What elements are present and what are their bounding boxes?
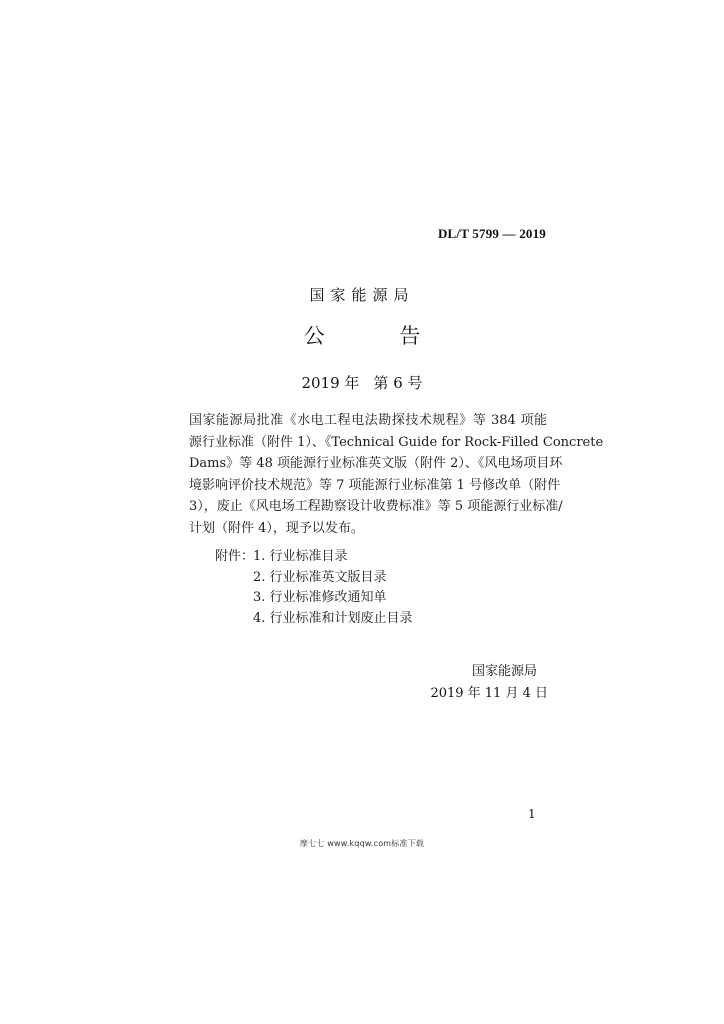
attachments-list (215, 547, 413, 629)
page-number: 1 (528, 807, 536, 821)
issue-number: 第 6 号 (373, 374, 423, 392)
body-line: 源行业标准（附件 1）、《Technical Guide for Rock-Filled Concrete (189, 434, 604, 450)
attachment-item (215, 588, 413, 609)
standard-code: DL/T 5799 — 2019 (437, 226, 546, 241)
attachment-text: 4. 行业标准和计划废止目录 (253, 610, 413, 626)
footer-watermark: 摩七七 www.kqqw.com标准下载 (299, 839, 425, 848)
signature: 国家能源局 (471, 664, 537, 679)
attachment-item (215, 568, 413, 589)
attachment-item (215, 547, 413, 568)
issue-year: 2019 年 (301, 374, 360, 392)
body-line: 国家能源局批准《水电工程电法勘探技术规程》等 384 项能 (189, 413, 547, 428)
notice-title: 公 告 (303, 324, 455, 348)
attachments-label: 附件： (215, 549, 255, 564)
body-line: 计划（附件 4），现予以发布。 (189, 520, 364, 536)
issuer-heading: 国家能源局 (309, 286, 415, 304)
issue-number-line (0, 372, 724, 393)
body-line: 境影响评价技术规范》等 7 项能源行业标准第 1 号修改单（附件 (189, 477, 561, 493)
attachment-text: 2. 行业标准英文版目录 (253, 569, 387, 585)
body-line: 3），废止《风电场工程勘察设计收费标准》等 5 项能源行业标准/ (189, 499, 563, 515)
issue-date: 2019 年 11 月 4 日 (430, 686, 548, 701)
attachment-item (215, 609, 413, 630)
body-line: Dams》等 48 项能源行业标准英文版（附件 2）、《风电场项目环 (189, 456, 563, 472)
attachment-text: 3. 行业标准修改通知单 (253, 590, 387, 605)
notice-body (189, 410, 604, 540)
attachment-text: 1. 行业标准目录 (253, 549, 348, 564)
